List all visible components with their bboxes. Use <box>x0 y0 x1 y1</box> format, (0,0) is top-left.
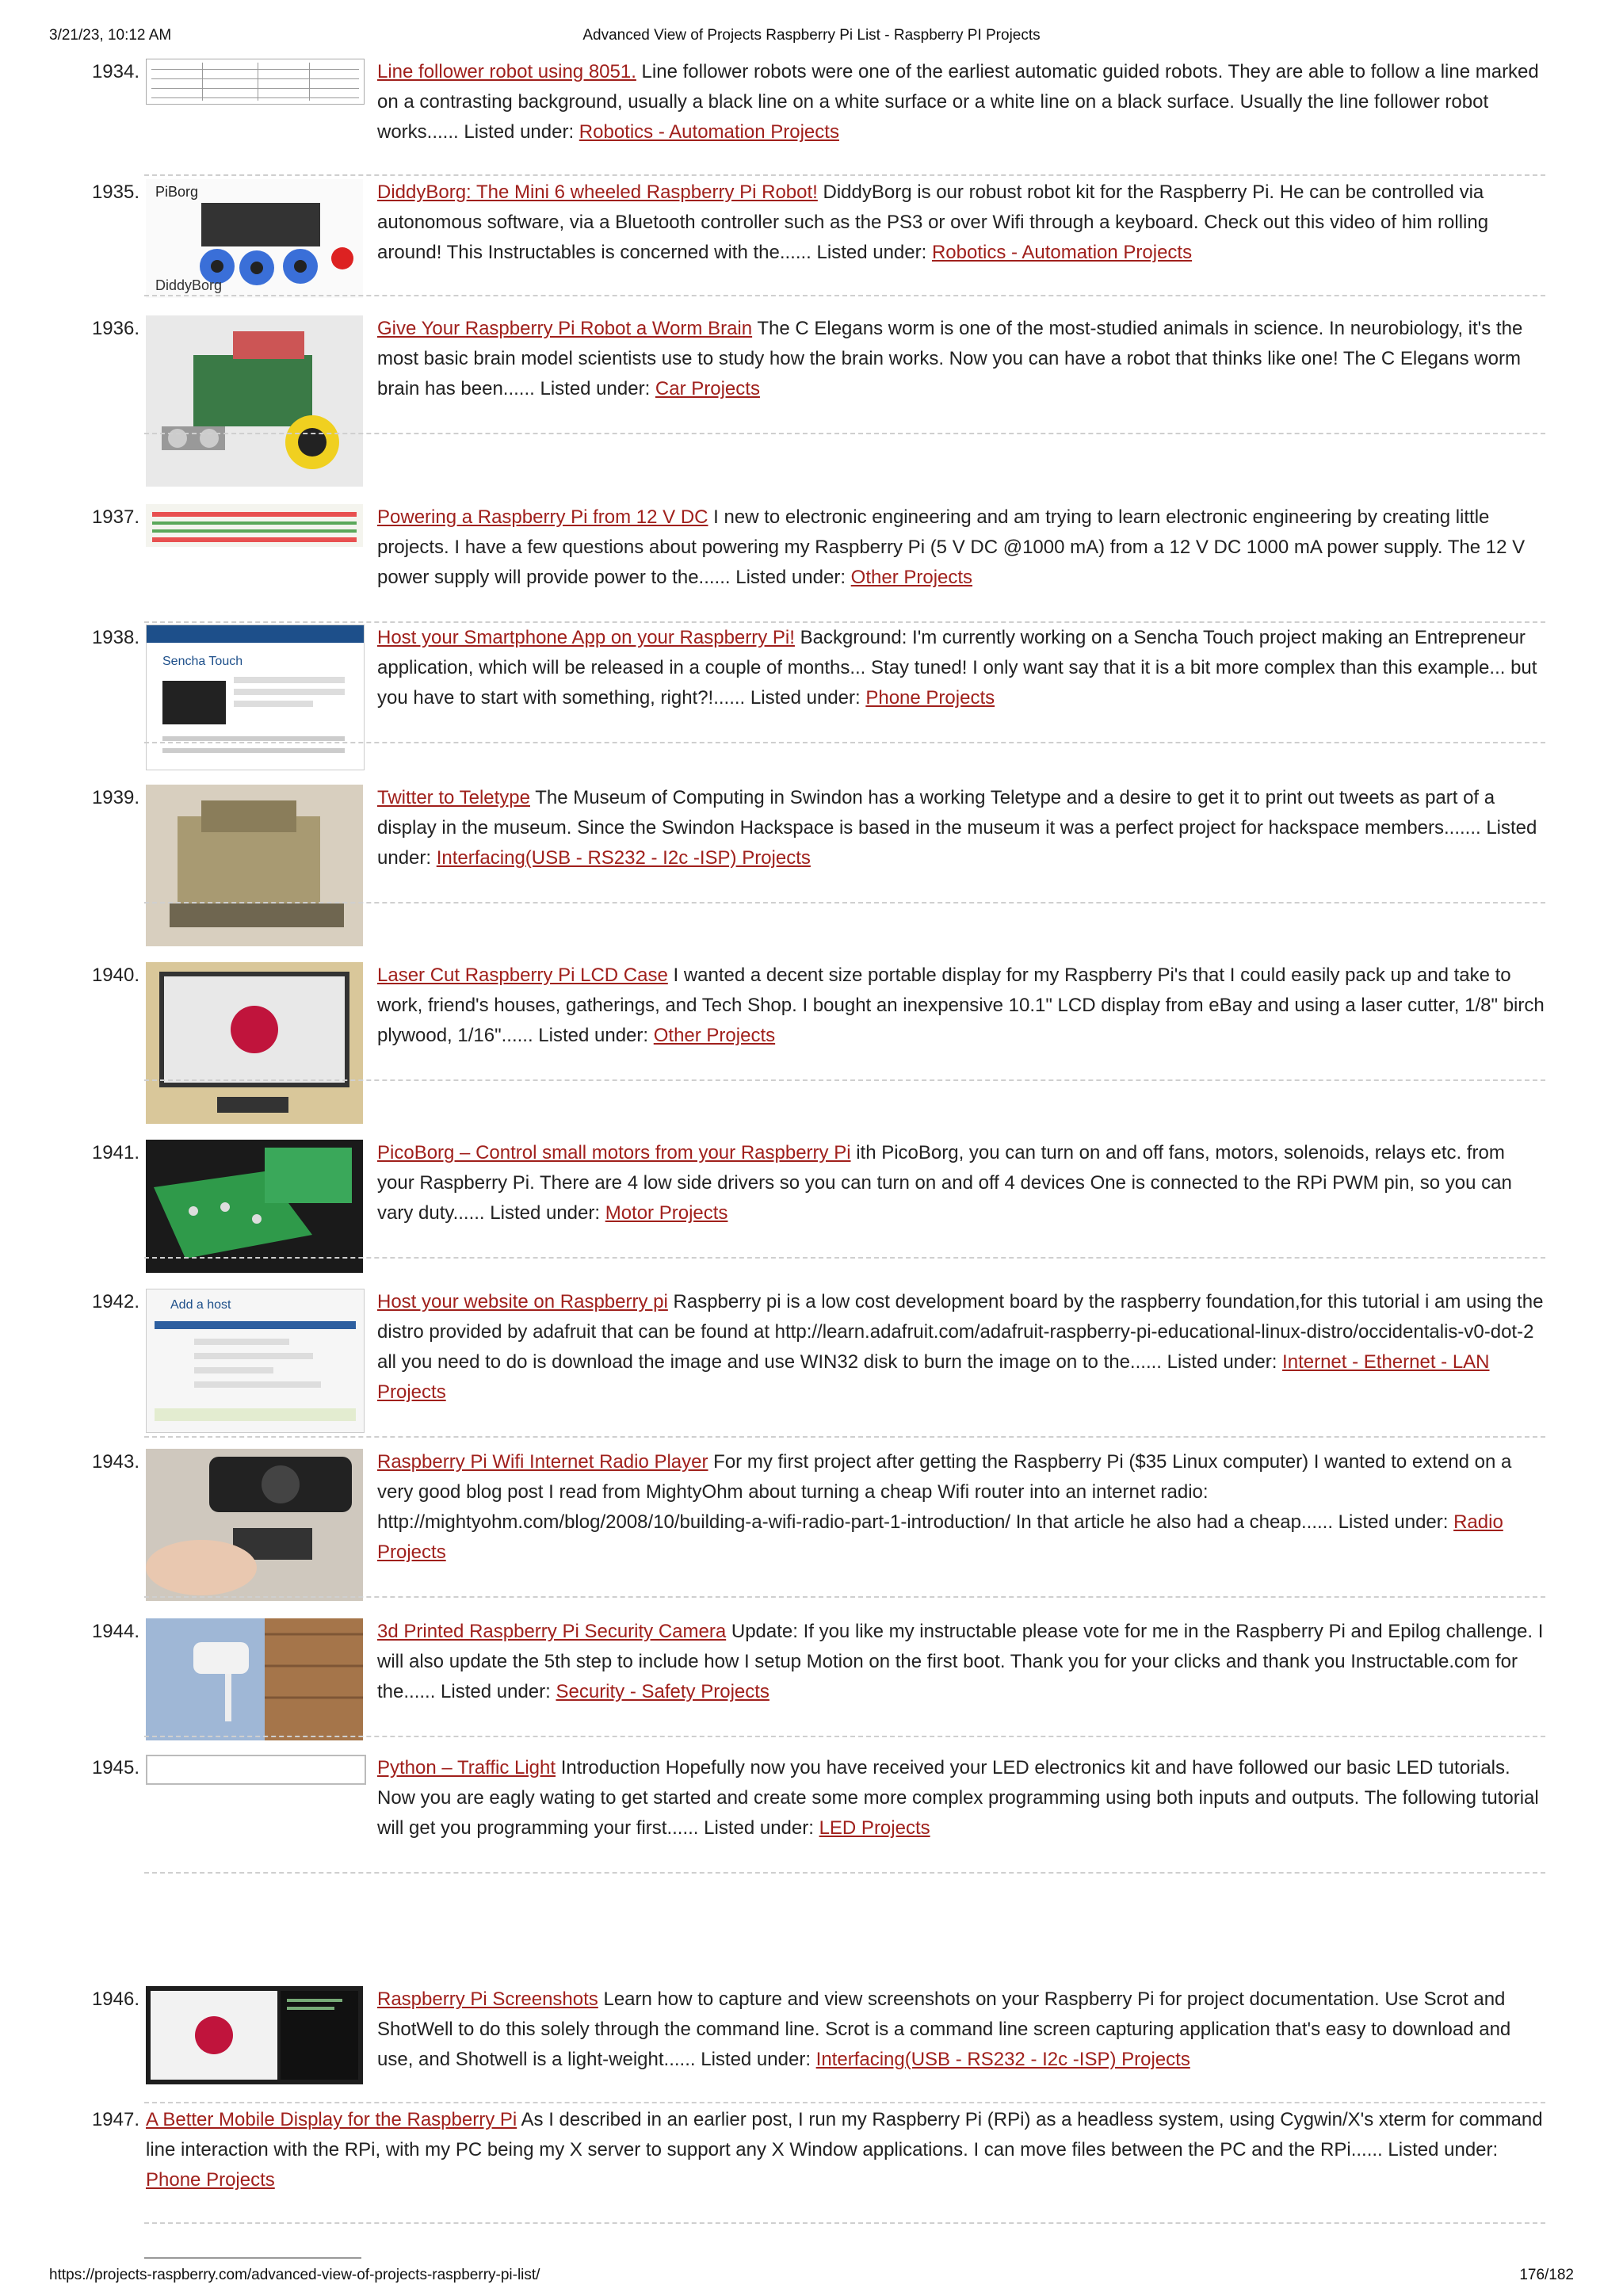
listed-under-label: Listed under: <box>701 2049 811 2070</box>
entry-title-link[interactable]: Raspberry Pi Screenshots <box>377 1988 598 2010</box>
category-link[interactable]: Other Projects <box>653 1025 776 1046</box>
separator <box>144 1436 1545 1438</box>
entry-description: Background: I'm currently working on a Sencha Touch project making an Entrepreneur application, which will be released in a couple of months... Stay tuned! I only want say that it is a bit more complex than this example... but you have to start with something, right?!...... <box>377 627 1537 709</box>
desktop-icon <box>146 1986 363 2084</box>
entry-title-link[interactable]: 3d Printed Raspberry Pi Security Camera <box>377 1621 727 1642</box>
print-page-title: Advanced View of Projects Raspberry Pi List - Raspberry PI Projects <box>582 27 1041 44</box>
separator <box>144 174 1545 176</box>
listed-under-label: Listed under: <box>377 817 1537 869</box>
entry-description: I wanted a decent size portable display for my Raspberry Pi's that I could easily pack up and take to work, friend's houses, gatherings, and Tech Shop. I bought an inexpensive 10.1" LCD display from eBay and using a laser cutter, 1/8" birch plywood, 1/16"...... <box>377 965 1545 1046</box>
entry-number: 1946. <box>91 1988 139 2010</box>
entry-description: Introduction Hopefully now you have received your LED electronics kit and have followed our basic LED tutorials. Now you are eagly wating to get started and create some more complex programming using both inputs and outputs. The following tutorial will get you programming your first...... <box>377 1757 1539 1839</box>
entry-text <box>377 1138 1545 1228</box>
svg-text:Sencha Touch: Sencha Touch <box>162 655 243 668</box>
entry-title-link[interactable]: Host your website on Raspberry pi <box>377 1291 668 1312</box>
entry-number: 1943. <box>91 1451 139 1473</box>
category-link[interactable]: Security - Safety Projects <box>556 1681 769 1702</box>
entry-description: The Museum of Computing in Swindon has a working Teletype and a desire to get it to print out tweets as part of a display in the museum. Since the Swindon Hackspace is based in the museum it was a perfect project for hackspace members....... <box>377 787 1495 839</box>
picoborg-thumbnail <box>146 1140 363 1273</box>
category-link[interactable]: Robotics - Automation Projects <box>931 242 1193 263</box>
entry-number: 1939. <box>91 787 139 808</box>
entry-number: 1937. <box>91 506 139 528</box>
website-form-thumbnail <box>146 1289 365 1433</box>
robot-icon <box>146 179 363 298</box>
entry-number: 1945. <box>91 1757 139 1778</box>
separator <box>144 1736 1545 1737</box>
camera-icon <box>146 1618 363 1740</box>
category-link[interactable]: Internet - Ethernet - LAN Projects <box>377 1351 1490 1403</box>
webpage-icon <box>147 625 364 770</box>
entry-text <box>377 1985 1545 2075</box>
entry-description: Learn how to capture and view screenshots on your Raspberry Pi for project documentation. Use Scrot and ShotWell to do this solely through the command line. Scrot is a command line screen capturing application that's easy to download and use, and Shotwell is a light-weight...... <box>377 1988 1511 2070</box>
listed-under-label: Listed under: <box>735 567 846 588</box>
svg-text:Add a host: Add a host <box>170 1298 231 1312</box>
entry-text <box>146 2105 1545 2195</box>
separator <box>144 433 1545 434</box>
svg-text:DiddyBorg: DiddyBorg <box>155 277 223 293</box>
print-page-number: 176/182 <box>1519 2267 1574 2283</box>
screenshot-thumbnail <box>146 1986 363 2084</box>
teletype-thumbnail <box>146 785 363 946</box>
entry-number: 1934. <box>91 61 139 82</box>
table-thumbnail <box>146 59 365 105</box>
robot-thumbnail <box>146 179 363 298</box>
entry-number: 1942. <box>91 1291 139 1312</box>
entry-number: 1940. <box>91 965 139 986</box>
circuit-board-icon <box>146 1140 363 1273</box>
entry-text <box>377 178 1545 268</box>
entry-title-link[interactable]: Laser Cut Raspberry Pi LCD Case <box>377 965 668 986</box>
entry-description: DiddyBorg is our robust robot kit for the Raspberry Pi. He can be controlled via autonomous software, via a Bluetooth controller such as the PS3 or over Wifi through a keyboard. Check out this video of him rolling around! This Instructables is concerned with the...... <box>377 181 1489 263</box>
separator <box>144 295 1545 296</box>
entry-text <box>377 314 1545 404</box>
entry-text <box>377 502 1545 593</box>
entry-number: 1936. <box>91 318 139 339</box>
separator <box>144 2222 1545 2224</box>
entry-number: 1935. <box>91 181 139 203</box>
category-link[interactable]: Phone Projects <box>146 2169 275 2191</box>
form-icon <box>147 1289 364 1432</box>
print-datetime: 3/21/23, 10:12 AM <box>49 27 172 44</box>
listed-under-label: Listed under: <box>1167 1351 1277 1373</box>
entry-description: Raspberry pi is a low cost development board by the raspberry foundation,for this tutorial i am using the distro provided by adafruit that can be found at http://learn.adafruit.com/adafruit-raspberry-pi-educational-linux-distro/occidentalis-v0-dot-2 all you need to do is download the image and use WIN32 disk to burn the image on to the...... <box>377 1291 1544 1373</box>
separator <box>144 902 1545 904</box>
separator <box>144 1872 1545 1874</box>
category-link[interactable]: LED Projects <box>819 1817 930 1839</box>
broken-image-icon <box>146 1755 366 1785</box>
entry-title-link[interactable]: PicoBorg – Control small motors from your Raspberry Pi <box>377 1142 851 1163</box>
separator <box>144 1257 1545 1259</box>
entry-title-link[interactable]: Host your Smartphone App on your Raspberry Pi! <box>377 627 795 648</box>
listed-under-label: Listed under: <box>1338 1511 1449 1533</box>
entry-title-link[interactable]: Python – Traffic Light <box>377 1757 556 1778</box>
entry-text <box>377 1447 1545 1568</box>
entry-text <box>377 783 1545 873</box>
entry-description: The C Elegans worm is one of the most-studied animals in science. In neurobiology, it's the most basic brain model scientists use to study how the brain works. Now you can have a robot that thinks like one! The C Elegans worm brain has been...... <box>377 318 1523 399</box>
category-link[interactable]: Phone Projects <box>865 687 995 709</box>
listed-under-label: Listed under: <box>1388 2139 1499 2160</box>
listed-under-label: Listed under: <box>750 687 861 709</box>
separator <box>144 2102 1545 2103</box>
separator <box>144 742 1545 743</box>
listed-under-label: Listed under: <box>538 1025 649 1046</box>
entry-number: 1938. <box>91 627 139 648</box>
teletype-icon <box>146 785 363 946</box>
entry-title-link[interactable]: Line follower robot using 8051. <box>377 61 636 82</box>
listed-under-label: Listed under: <box>490 1202 601 1224</box>
breadboard-thumbnail <box>146 504 363 547</box>
lcd-case-thumbnail <box>146 962 363 1124</box>
entry-title-link[interactable]: Powering a Raspberry Pi from 12 V DC <box>377 506 708 528</box>
category-link[interactable]: Radio Projects <box>377 1511 1503 1563</box>
entry-title-link[interactable]: A Better Mobile Display for the Raspberry Pi <box>146 2109 517 2130</box>
entry-title-link[interactable]: DiddyBorg: The Mini 6 wheeled Raspberry Pi Robot! <box>377 181 818 203</box>
category-link[interactable]: Motor Projects <box>605 1202 728 1224</box>
listed-under-label: Listed under: <box>441 1681 551 1702</box>
radio-icon <box>146 1449 363 1601</box>
entry-description: As I described in an earlier post, I run my Raspberry Pi (RPi) as a headless system, using Cygwin/X's xterm for command line interaction with the RPi, with my PC being my X server to support any X Window applications. I can move files between the PC and the RPi...... <box>146 2109 1543 2160</box>
lcd-screen-icon <box>146 962 363 1124</box>
entry-text <box>377 1617 1545 1707</box>
entry-description: Line follower robots were one of the earliest automatic guided robots. They are able to follow a line marked on a contrasting background, usually a black line on a white surface or a white line on a black surface. Usually the line follower robot works...... <box>377 61 1539 143</box>
separator <box>144 1596 1545 1598</box>
listed-under-label: Listed under: <box>704 1817 814 1839</box>
entry-number: 1944. <box>91 1621 139 1642</box>
entry-number: 1947. <box>91 2109 139 2130</box>
category-link[interactable]: Other Projects <box>850 567 973 588</box>
listed-under-label: Listed under: <box>816 242 927 263</box>
entry-text <box>377 57 1545 147</box>
entry-description: For my first project after getting the Raspberry Pi ($35 Linux computer) I wanted to extend on a very good blog post I read from MightyOhm about turning a cheap Wifi router into an internet radio: http://mightyohm.com/blog/2008/10/building-a-wifi-radio-part-1-introduction/ In that article he also had a cheap...... <box>377 1451 1512 1533</box>
category-link[interactable]: Interfacing(USB - RS232 - I2c -ISP) Projects <box>436 847 811 869</box>
category-link[interactable]: Interfacing(USB - RS232 - I2c -ISP) Projects <box>815 2049 1190 2070</box>
svg-text:PiBorg: PiBorg <box>155 184 199 200</box>
category-link[interactable]: Car Projects <box>655 378 760 399</box>
entry-text <box>377 623 1545 713</box>
entry-title-link[interactable]: Twitter to Teletype <box>377 787 530 808</box>
radio-thumbnail <box>146 1449 363 1601</box>
entry-description: I new to electronic engineering and am trying to learn electronic engineering by creating little projects. I have a few questions about powering my Raspberry Pi (5 V DC @1000 mA) from a 12 V DC 1000 mA power supply. The 12 V power supply will provide power to the...... <box>377 506 1526 588</box>
entry-text <box>377 961 1545 1051</box>
entry-text <box>377 1753 1545 1843</box>
entry-description: ith PicoBorg, you can turn on and off fans, motors, solenoids, relays etc. from your Raspberry Pi. There are 4 low side drivers so you can turn on and off 4 devices One is connected to the RPi PWM pin, so you can vary duty...... <box>377 1142 1512 1224</box>
entry-description: Update: If you like my instructable please vote for me in the Raspberry Pi and Epilog challenge. I will also update the 5th step to include how I setup Motion on the first boot. Thank you for your clicks and thank you Instructable.com for the...... <box>377 1621 1544 1702</box>
security-camera-thumbnail <box>146 1618 363 1740</box>
robot-car-icon <box>146 315 363 487</box>
robot-car-thumbnail <box>146 315 363 487</box>
print-url: https://projects-raspberry.com/advanced-view-of-projects-raspberry-pi-list/ <box>49 2267 540 2283</box>
website-thumbnail <box>146 625 365 770</box>
entry-text <box>377 1287 1545 1408</box>
entry-title-link[interactable]: Raspberry Pi Wifi Internet Radio Player <box>377 1451 708 1473</box>
listed-under-label: Listed under: <box>540 378 651 399</box>
separator <box>144 1079 1545 1081</box>
entry-number: 1941. <box>91 1142 139 1163</box>
listed-under-label: Listed under: <box>464 121 575 143</box>
footer-rule <box>144 2257 361 2259</box>
category-link[interactable]: Robotics - Automation Projects <box>579 121 839 143</box>
entry-title-link[interactable]: Give Your Raspberry Pi Robot a Worm Brain <box>377 318 753 339</box>
